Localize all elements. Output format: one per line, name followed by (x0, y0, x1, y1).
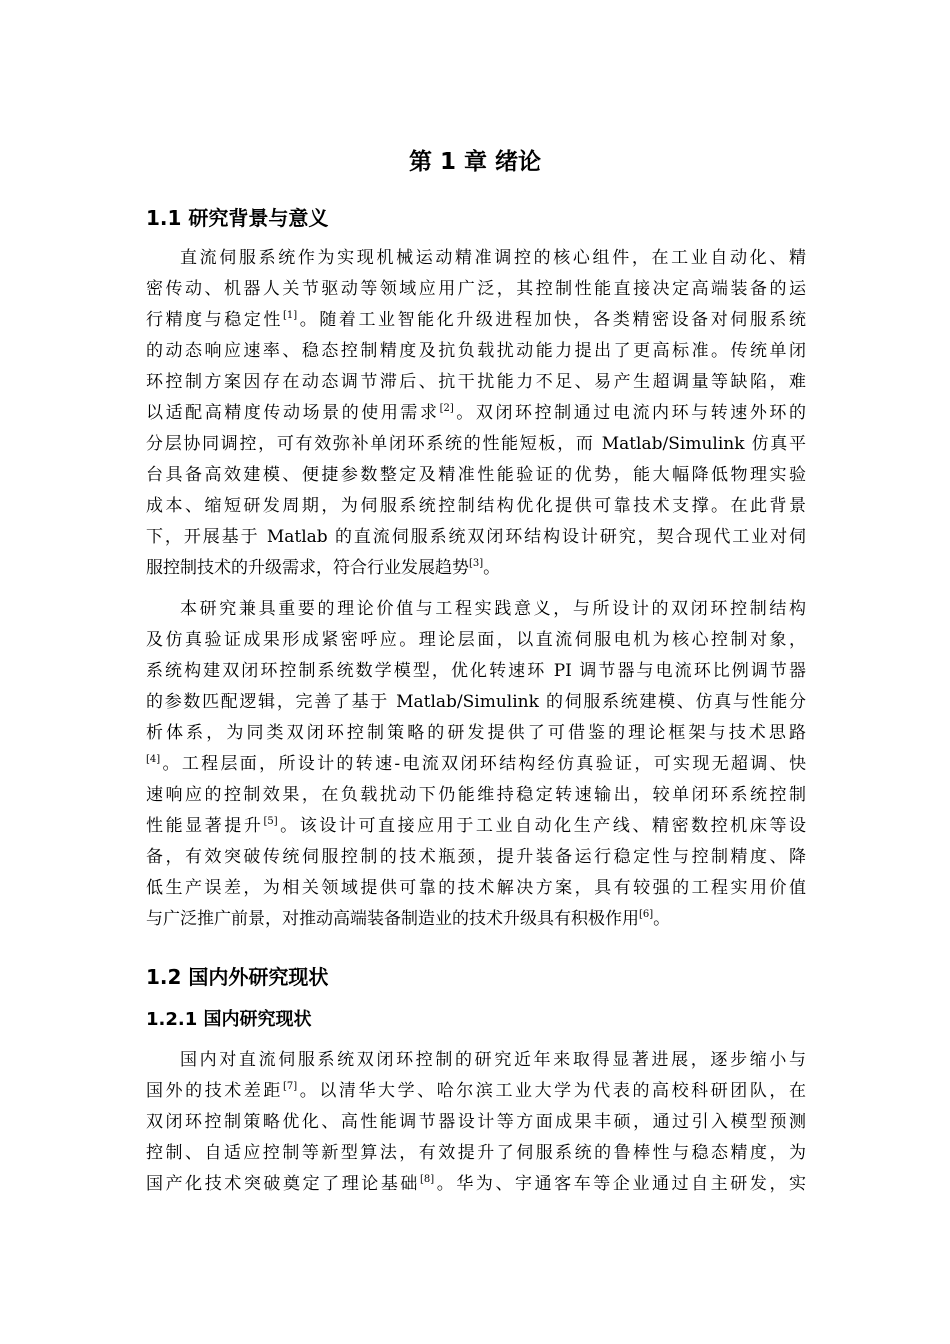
citation-ref: [1] (283, 310, 298, 321)
citation-ref: [8] (420, 1174, 435, 1185)
citation-ref: [6] (639, 909, 654, 920)
text-line: 控制、自适应控制等新型算法，有效提升了伺服系统的鲁棒性与稳态精度，为 (146, 1143, 806, 1163)
text-line: 密传动、机器人关节驱动等领域应用广泛，其控制性能直接决定高端装备的运 (146, 279, 806, 299)
citation-ref: [3] (469, 558, 484, 569)
text-line: 台具备高效建模、便捷参数整定及精准性能验证的优势，能大幅降低物理实验 (146, 465, 806, 485)
text-line: 行精度与稳定性 (146, 310, 283, 330)
text-line: 与广泛推广前景，对推动高端装备制造业的技术升级具有积极作用 (146, 909, 639, 929)
text-line: 低生产误差，为相关领域提供可靠的技术解决方案，具有较强的工程实用价值 (146, 878, 806, 898)
text-line: 国内对直流伺服系统双闭环控制的研究近年来取得显著进展，逐步缩小与 (180, 1050, 806, 1070)
text-line: 。 (653, 909, 671, 929)
text-line: 及仿真验证成果形成紧密呼应。理论层面，以直流伺服电机为核心控制对象， (146, 630, 806, 650)
text-line: 分层协同调控，可有效弥补单闭环系统的性能短板，而 Matlab/Simulink 仿真平 (146, 434, 806, 454)
text-line: 系统构建双闭环控制系统数学模型，优化转速环 PI 调节器与电流环比例调节器 (146, 661, 806, 681)
text-line: 。 (483, 558, 501, 578)
subsection-heading-1-2-1: 1.2.1 国内研究现状 (146, 1009, 312, 1030)
text-line: 环控制方案因存在动态调节滞后、抗干扰能力不足、易产生超调量等缺陷，难 (146, 372, 806, 392)
text-line: 。工程层面，所设计的转速-电流双闭环结构经仿真验证，可实现无超调、快 (160, 754, 806, 774)
text-line: 备，有效突破传统伺服控制的技术瓶颈，提升装备运行稳定性与控制精度、降 (146, 847, 806, 867)
text-line: 直流伺服系统作为实现机械运动精准调控的核心组件，在工业自动化、精 (180, 248, 806, 268)
text-line: 析体系，为同类双闭环控制策略的研发提供了可借鉴的理论框架与技术思路 (146, 723, 806, 743)
paragraph-significance (146, 594, 806, 935)
section-heading-1-2: 1.2 国内外研究现状 (146, 965, 329, 989)
text-line: 以适配高精度传动场景的使用需求 (146, 403, 440, 423)
text-line: 的动态响应速率、稳态控制精度及抗负载扰动能力提出了更高标准。传统单闭 (146, 341, 806, 361)
text-line: 。双闭环控制通过电流内环与转速外环的 (453, 403, 807, 423)
text-line: 服控制技术的升级需求，符合行业发展趋势 (146, 558, 469, 578)
text-line: 国外的技术差距 (146, 1081, 283, 1101)
text-line: 速响应的控制效果，在负载扰动下仍能维持稳定转速输出，较单闭环系统控制 (146, 785, 806, 805)
citation-ref: [5] (263, 816, 278, 827)
citation-ref: [7] (283, 1081, 298, 1092)
text-line: 。该设计可直接应用于工业自动化生产线、精密数控机床等设 (277, 816, 807, 836)
citation-ref: [4] (146, 754, 161, 765)
text-line: 下，开展基于 Matlab 的直流伺服系统双闭环结构设计研究，契合现代工业对伺 (146, 527, 806, 547)
text-line: 性能显著提升 (146, 816, 264, 836)
text-line: 本研究兼具重要的理论价值与工程实践意义，与所设计的双闭环控制结构 (180, 599, 806, 619)
citation-ref: [2] (439, 403, 454, 414)
text-line: 。华为、宇通客车等企业通过自主研发，实 (434, 1174, 807, 1194)
section-heading-1-1: 1.1 研究背景与意义 (146, 206, 329, 230)
text-line: 的参数匹配逻辑，完善了基于 Matlab/Simulink 的伺服系统建模、仿真与性能分 (146, 692, 806, 712)
text-line: 。随着工业智能化升级进程加快，各类精密设备对伺服系统 (297, 310, 807, 330)
text-line: 。以清华大学、哈尔滨工业大学为代表的高校科研团队，在 (297, 1081, 807, 1101)
paragraph-background (146, 243, 806, 584)
chapter-title: 第 1 章 绪论 (408, 149, 542, 175)
text-line: 双闭环控制策略优化、高性能调节器设计等方面成果丰硕，通过引入模型预测 (146, 1112, 806, 1132)
text-line: 成本、缩短研发周期，为伺服系统控制结构优化提供可靠技术支撑。在此背景 (146, 496, 806, 516)
paragraph-domestic-research (146, 1045, 806, 1200)
text-line: 国产化技术突破奠定了理论基础 (146, 1174, 420, 1194)
